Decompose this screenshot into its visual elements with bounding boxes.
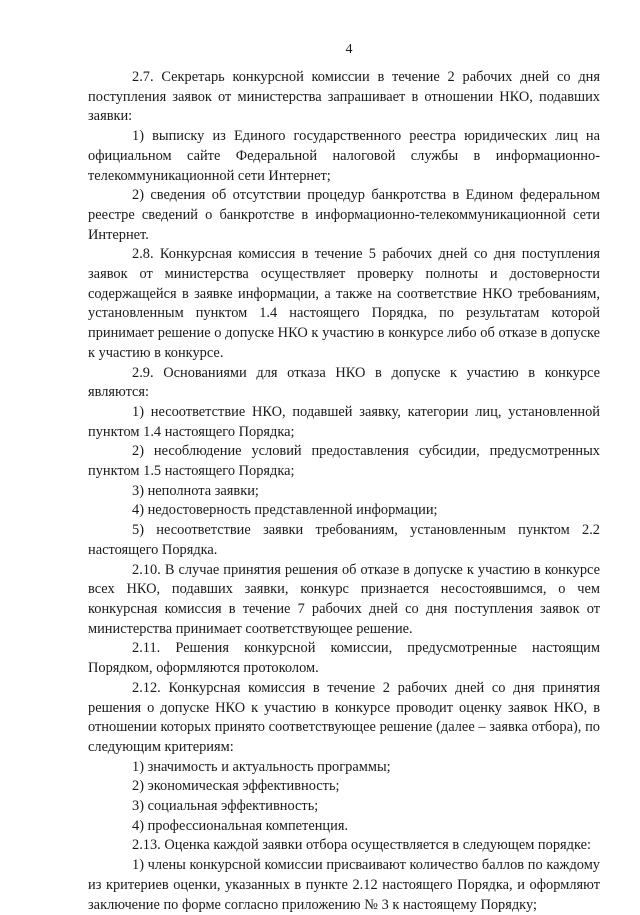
paragraph: 1) члены конкурсной комиссии присваивают количество баллов по каждому из критериев оценки, указанных в пункте 2.12 настоящего Порядка, и оформляют заключение по форме согласно приложению № 3 к настоящему Порядку;: [88, 857, 600, 913]
paragraph: 2) сведения об отсутствии процедур банкротства в Едином федеральном реестре сведений о банкротстве в информационно-телекоммуникационной сети Интернет.: [88, 187, 600, 243]
paragraph: 2.11. Решения конкурсной комиссии, предусмотренные настоящим Порядком, оформляются протоколом.: [88, 640, 600, 677]
paragraph: 2.8. Конкурсная комиссия в течение 5 рабочих дней со дня поступления заявок от министерства осуществляет проверку полноты и достоверности содержащейся в заявке информации, а также на соответствие НКО требованиям, установленным пунктом 1.4 настоящего Порядка, по результатам которой принимает решение о допуске НКО к участию в конкурсе либо об отказе в допуске к участию в конкурсе.: [88, 246, 600, 361]
paragraph: 2.12. Конкурсная комиссия в течение 2 рабочих дней со дня принятия решения о допуске НКО к участию в конкурсе проводит оценку заявок НКО, в отношении которых принято соответствующее решение (далее – заявка отбора), по следующим критериям:: [88, 679, 600, 755]
paragraph: 1) выписку из Единого государственного реестра юридических лиц на официальном сайте Федеральной налоговой службы в информационно-телекоммуникационной сети Интернет;: [88, 128, 600, 184]
paragraph: 1) несоответствие НКО, подавшей заявку, категории лиц, установленной пунктом 1.4 настоящего Порядка;: [88, 403, 600, 440]
paragraph: 2.10. В случае принятия решения об отказе в допуске к участию в конкурсе всех НКО, подавших заявки, конкурс признается несостоявшимся, о чем конкурсная комиссия в течение 7 рабочих дней со дня поступления заявок от министерства принимает соответствующее решение.: [88, 561, 600, 637]
paragraph: 2.7. Секретарь конкурсной комиссии в течение 2 рабочих дней со дня поступления заявок от министерства запрашивает в отношении НКО, подавших заявки:: [88, 69, 600, 125]
paragraph: 2) несоблюдение условий предоставления субсидии, предусмотренных пунктом 1.5 настоящего Порядка;: [88, 443, 600, 480]
paragraph: 4) недостоверность представленной информации;: [132, 502, 438, 519]
paragraph: 1) значимость и актуальность программы;: [132, 758, 391, 775]
paragraph: 4) профессиональная компетенция.: [132, 817, 349, 834]
paragraph: 2.9. Основаниями для отказа НКО в допуске к участию в конкурсе являются:: [88, 364, 600, 401]
paragraph: 3) социальная эффективность;: [132, 798, 319, 815]
paragraph: 2) экономическая эффективность;: [132, 778, 340, 795]
paragraph: 5) несоответствие заявки требованиям, установленным пунктом 2.2 настоящего Порядка.: [88, 522, 600, 558]
page-number: 4: [345, 42, 353, 57]
paragraph: 2.13. Оценка каждой заявки отбора осуществляется в следующем порядке:: [132, 837, 591, 854]
document-body: [88, 68, 600, 915]
paragraph: 3) неполнота заявки;: [132, 482, 259, 499]
